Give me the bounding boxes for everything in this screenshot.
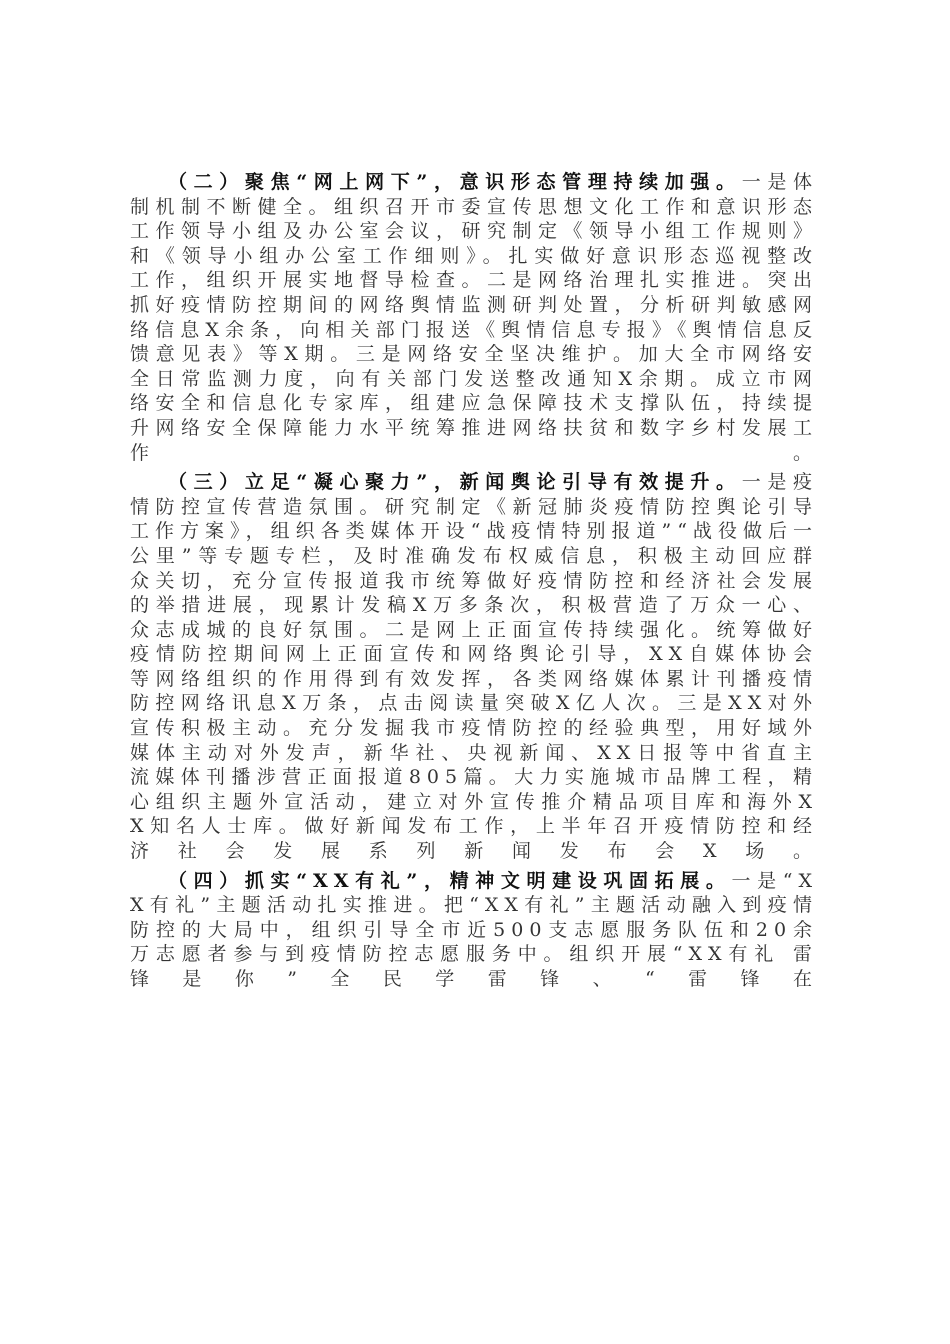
paragraph-section-4 <box>130 869 818 992</box>
document-body <box>130 170 818 997</box>
section-heading-2: （二）聚焦“网上网下”，意识形态管理持续加强。 <box>168 171 742 193</box>
paragraph-section-2 <box>130 170 818 465</box>
section-heading-4: （四）抓实“XX有礼”，精神文明建设巩固拓展。 <box>168 869 732 892</box>
paragraph-section-3 <box>130 470 818 864</box>
section-heading-3: （三）立足“凝心聚力”，新闻舆论引导有效提升。 <box>168 471 742 494</box>
section-body-4: 一是“XX有礼”主题活动扎实推进。把“XX有礼”主题活动融入到疫情防控的大局中，组织引导全市近500支志愿服务队伍和20余万志愿者参与到疫情防控志愿服务中。组织开展“XX有礼 雷锋是你”全民学雷锋、“雷锋在 <box>130 869 818 990</box>
section-body-2: 一是体制机制不断健全。组织召开市委宣传思想文化工作和意识形态工作领导小组及办公室会议，研究制定《领导小组工作规则》和《领导小组办公室工作细则》。扎实做好意识形态巡视整改工作，组织开展实地督导检查。二是网络治理扎实推进。突出抓好疫情防控期间的网络舆情监测研判处置，分析研判敏感网络信息X余条，向相关部门报送《舆情信息专报》《舆情信息反馈意见表》等X期。三是网络安全坚决维护。加大全市网络安全日常监测力度，向有关部门发送整改通知X余期。成立市网络安全和信息化专家库，组建应急保障技术支撑队伍，持续提升网络安全保障能力水平统筹推进网络扶贫和数字乡村发展工作。 <box>130 171 818 464</box>
section-body-3: 一是疫情防控宣传营造氛围。研究制定《新冠肺炎疫情防控舆论引导工作方案》，组织各类媒体开设“战疫情特别报道”“战役做后一公里”等专题专栏，及时准确发布权威信息，积极主动回应群众关切，充分宣传报道我市统筹做好疫情防控和经济社会发展的举措进展，现累计发稿X万多条次，积极营造了万众一心、众志成城的良好氛围。二是网上正面宣传持续强化。统筹做好疫情防控期间网上正面宣传和网络舆论引导，XX自媒体协会等网络组织的作用得到有效发挥，各类网络媒体累计刊播疫情防控网络讯息X万条，点击阅读量突破X亿人次。三是XX对外宣传积极主动。充分发掘我市疫情防控的经验典型，用好域外媒体主动对外发声，新华社、央视新闻、XX日报等中省直主流媒体刊播涉营正面报道805篇。大力实施城市品牌工程，精心组织主题外宣活动，建立对外宣传推介精品项目库和海外XX知名人士库。做好新闻发布工作，上半年召开疫情防控和经济社会发展系列新闻发布会X场。 <box>130 471 818 863</box>
